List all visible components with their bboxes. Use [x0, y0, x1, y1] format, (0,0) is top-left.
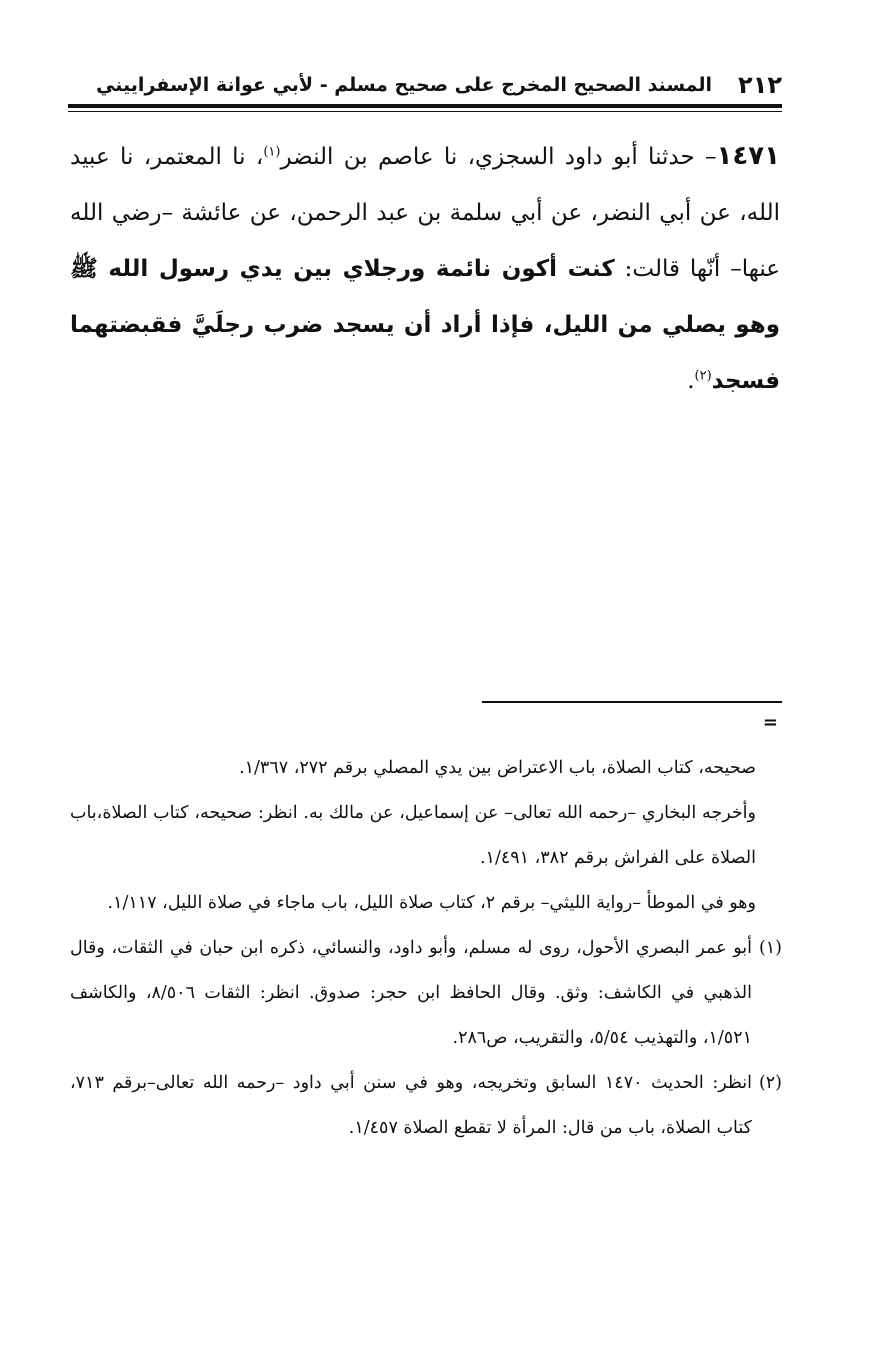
footnote-separator [482, 701, 782, 703]
footnote-continued-paragraph: صحيحه، كتاب الصلاة، باب الاعتراض بين يدي المصلي برقم ٢٧٢، ١/٣٦٧. [239, 758, 756, 778]
running-title: المسند الصحيح المخرج على صحيح مسلم - لأبي عوانة الإسفراييني [96, 74, 713, 96]
hadith-end: . [687, 368, 695, 394]
footnote-number: (١) [758, 938, 782, 958]
footnote-item [70, 1061, 782, 1151]
continuation-mark: = [762, 712, 778, 733]
hadith-dash: – [694, 144, 717, 170]
footnote-number: (٢) [758, 1073, 782, 1093]
footnote-text: أبو عمر البصري الأحول، روى له مسلم، وأبو داود، والنسائي، ذكره ابن حبان في الثقات، وقال الذهبي في الكاشف: وثق. وقال الحافظ ابن حجر: صدوق. انظر: الثقات ٨/٥٠٦، والكاشف ١/٥٢١، والتهذيب ٥/٥٤، والتقريب، ص٢٨٦. [70, 938, 752, 1048]
footnote-continued-paragraph: وهو في الموطأ –رواية الليثي– برقم ٢، كتاب صلاة الليل، باب ماجاء في صلاة الليل، ١/١١٧. [107, 893, 756, 913]
hadith-matn: كنت أكون نائمة ورجلاي بين يدي رسول الله ﷺ وهو يصلي من الليل، فإذا أراد أن يسجد ضرب رجلَيَّ فقبضتهما فسجد [70, 256, 780, 394]
hadith-body [70, 128, 780, 409]
hadith-number: ١٤٧١ [716, 141, 781, 171]
hadith-text-part1: حدثنا أبو داود السجزي، نا عاصم بن النضر [280, 144, 695, 170]
hadith-text-part2: ، نا المعتمر، نا عبيد الله، عن أبي النضر، عن أبي سلمة بن عبد الرحمن، عن عائشة –رضي الله عنها– أنّها قالت: [70, 144, 780, 282]
footnotes [70, 746, 782, 1151]
header-rule-thin [68, 111, 782, 112]
footnote-continued-paragraph: وأخرجه البخاري –رحمه الله تعالى– عن إسماعيل، عن مالك به. انظر: صحيحه، كتاب الصلاة،باب الصلاة على الفراش برقم ٣٨٢، ١/٤٩١. [70, 803, 756, 868]
page-header [68, 70, 782, 100]
footnote-ref-1: (١) [263, 144, 281, 160]
footnote-text: انظر: الحديث ١٤٧٠ السابق وتخريجه، وهو في سنن أبي داود –رحمه الله تعالى–برقم ٧١٣، كتاب الصلاة، باب من قال: المرأة لا تقطع الصلاة ١/٤٥٧. [70, 1073, 752, 1138]
page-number: ٢١٢ [738, 71, 782, 99]
footnote-item [70, 926, 782, 1061]
footnote-ref-2: (٢) [694, 368, 712, 384]
header-rule-thick [68, 104, 782, 108]
